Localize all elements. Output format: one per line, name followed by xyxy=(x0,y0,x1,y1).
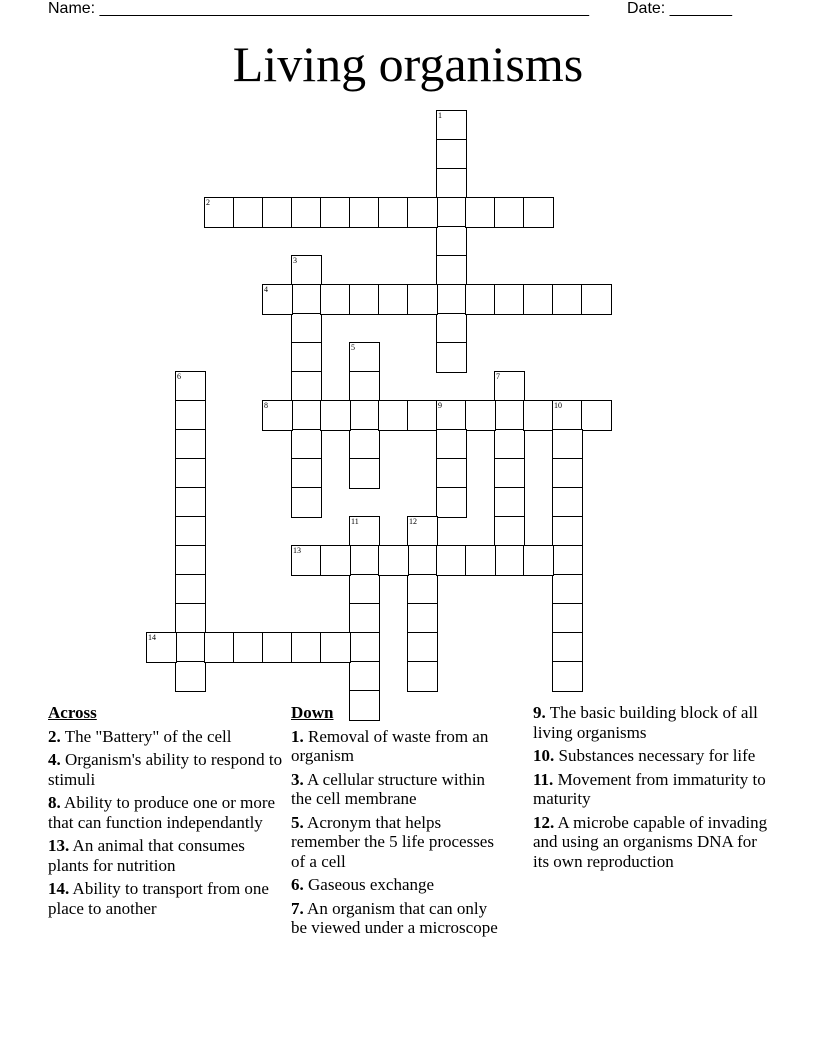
name-field[interactable]: Name: _______________________________________________________ xyxy=(48,0,589,17)
clue-text: A cellular structure within the cell membrane xyxy=(291,769,486,808)
grid-cell[interactable] xyxy=(291,197,322,228)
grid-cell[interactable] xyxy=(552,574,583,605)
grid-cell[interactable] xyxy=(407,400,438,431)
grid-cell[interactable] xyxy=(291,284,322,315)
grid-cell[interactable] xyxy=(262,197,293,228)
grid-cell[interactable] xyxy=(291,487,322,518)
grid-cell[interactable] xyxy=(436,429,467,460)
clue-text: Movement from immaturity to maturity xyxy=(533,769,766,808)
clue-text: Ability to transport from one place to another xyxy=(48,879,269,918)
grid-cell[interactable] xyxy=(291,255,322,286)
grid-cell[interactable] xyxy=(523,197,554,228)
grid-cell[interactable] xyxy=(552,632,583,663)
grid-cell[interactable] xyxy=(175,400,206,431)
clue-number-label: 1. xyxy=(291,726,304,746)
clue-number-label: 2. xyxy=(48,726,61,746)
grid-cell[interactable] xyxy=(552,284,583,315)
grid-cell[interactable] xyxy=(436,197,467,228)
grid-cell[interactable] xyxy=(146,632,177,663)
grid-cell[interactable] xyxy=(436,168,467,199)
grid-cell[interactable] xyxy=(291,313,322,344)
grid-cell[interactable] xyxy=(175,603,206,634)
clue-number: 6 xyxy=(177,372,181,381)
clue-number: 13 xyxy=(293,546,301,555)
clue-number: 5 xyxy=(351,343,355,352)
clue-text: Acronym that helps remember the 5 life processes of a cell xyxy=(291,812,494,871)
clue-item xyxy=(291,727,506,766)
grid-cell[interactable] xyxy=(494,545,525,576)
grid-cell[interactable] xyxy=(175,516,206,547)
clue-number-label: 6. xyxy=(291,875,304,894)
grid-cell[interactable] xyxy=(233,197,264,228)
clue-number-label: 14. xyxy=(48,879,70,898)
grid-cell[interactable] xyxy=(552,603,583,634)
down-heading: Down xyxy=(291,703,334,722)
grid-cell[interactable] xyxy=(291,458,322,489)
grid-cell[interactable] xyxy=(494,458,525,489)
grid-cell[interactable] xyxy=(320,197,351,228)
clue-item xyxy=(48,727,283,747)
clue-number: 8 xyxy=(264,401,268,410)
grid-cell[interactable] xyxy=(262,632,293,663)
grid-cell[interactable] xyxy=(291,632,322,663)
clue-number-label: 11. xyxy=(533,769,554,789)
down-clue-list xyxy=(291,727,506,938)
clue-text: Substances necessary for life xyxy=(554,746,756,765)
grid-cell[interactable] xyxy=(436,400,467,431)
clue-text: Removal of waste from an organism xyxy=(291,726,489,765)
grid-cell[interactable] xyxy=(465,284,496,315)
grid-cell[interactable] xyxy=(494,429,525,460)
down-clue-list-continued xyxy=(533,703,768,871)
grid-cell[interactable] xyxy=(349,371,380,402)
grid-cell[interactable] xyxy=(436,545,467,576)
clue-number-label: 13. xyxy=(48,836,70,855)
grid-cell[interactable] xyxy=(436,255,467,286)
grid-cell[interactable] xyxy=(320,545,351,576)
grid-cell[interactable] xyxy=(349,603,380,634)
clue-number: 14 xyxy=(148,633,156,642)
grid-cell[interactable] xyxy=(581,400,612,431)
clue-item xyxy=(533,746,768,766)
grid-cell[interactable] xyxy=(581,284,612,315)
grid-cell[interactable] xyxy=(320,632,351,663)
grid-cell[interactable] xyxy=(436,458,467,489)
clue-number-label: 7. xyxy=(291,898,304,918)
grid-cell[interactable] xyxy=(291,400,322,431)
clue-number-label: 5. xyxy=(291,812,304,832)
clue-number: 3 xyxy=(293,256,297,265)
grid-cell[interactable] xyxy=(552,516,583,547)
grid-cell[interactable] xyxy=(552,487,583,518)
clue-number: 10 xyxy=(554,401,562,410)
grid-cell[interactable] xyxy=(552,661,583,692)
grid-cell[interactable] xyxy=(349,574,380,605)
clue-number-label: 9. xyxy=(533,703,546,722)
grid-cell[interactable] xyxy=(494,371,525,402)
clue-number: 12 xyxy=(409,517,417,526)
clue-text: An animal that consumes plants for nutrition xyxy=(48,836,245,875)
grid-cell[interactable] xyxy=(552,400,583,431)
clue-text: A microbe capable of invading and using an organisms DNA for its own reproduction xyxy=(533,812,768,871)
grid-cell[interactable] xyxy=(175,429,206,460)
grid-cell[interactable] xyxy=(175,632,206,663)
grid-cell[interactable] xyxy=(552,458,583,489)
grid-cell[interactable] xyxy=(349,197,380,228)
grid-cell[interactable] xyxy=(175,371,206,402)
clue-number: 9 xyxy=(438,401,442,410)
clue-number-label: 8. xyxy=(48,793,61,812)
clue-text: Gaseous exchange xyxy=(303,875,435,894)
clue-item xyxy=(291,770,506,809)
grid-cell[interactable] xyxy=(175,458,206,489)
grid-cell[interactable] xyxy=(175,574,206,605)
grid-cell[interactable] xyxy=(349,545,380,576)
grid-cell[interactable] xyxy=(349,284,380,315)
grid-cell[interactable] xyxy=(407,284,438,315)
grid-cell[interactable] xyxy=(494,487,525,518)
down-clues xyxy=(291,703,506,942)
grid-cell[interactable] xyxy=(436,139,467,170)
grid-cell[interactable] xyxy=(436,284,467,315)
clue-number-label: 4. xyxy=(48,750,61,769)
clue-item xyxy=(48,879,283,918)
grid-cell[interactable] xyxy=(320,284,351,315)
clue-item xyxy=(48,793,283,832)
grid-cell[interactable] xyxy=(465,545,496,576)
grid-cell[interactable] xyxy=(407,603,438,634)
grid-cell[interactable] xyxy=(175,545,206,576)
across-clues xyxy=(48,703,283,922)
across-heading: Across xyxy=(48,703,97,722)
grid-cell[interactable] xyxy=(523,545,554,576)
grid-cell[interactable] xyxy=(262,400,293,431)
grid-cell[interactable] xyxy=(523,400,554,431)
down-clues-continued xyxy=(533,703,768,875)
grid-cell[interactable] xyxy=(291,342,322,373)
clue-text: Organism's ability to respond to stimuli xyxy=(48,750,283,789)
grid-cell[interactable] xyxy=(320,400,351,431)
grid-cell[interactable] xyxy=(552,429,583,460)
clue-text: Ability to produce one or more that can function independantly xyxy=(48,793,276,832)
date-field[interactable]: Date: _______ xyxy=(627,0,732,17)
grid-cell[interactable] xyxy=(436,226,467,257)
clue-item xyxy=(291,813,506,872)
clue-number: 4 xyxy=(264,285,268,294)
grid-cell[interactable] xyxy=(436,313,467,344)
grid-cell[interactable] xyxy=(494,197,525,228)
clue-number: 11 xyxy=(351,517,359,526)
grid-cell[interactable] xyxy=(349,429,380,460)
page-title: Living organisms xyxy=(232,36,584,92)
grid-cell[interactable] xyxy=(349,400,380,431)
clue-item xyxy=(533,813,768,872)
clue-item xyxy=(291,899,506,938)
grid-cell[interactable] xyxy=(436,342,467,373)
clue-item xyxy=(48,750,283,789)
grid-cell[interactable] xyxy=(349,632,380,663)
grid-cell[interactable] xyxy=(291,429,322,460)
grid-cell[interactable] xyxy=(552,545,583,576)
grid-cell[interactable] xyxy=(233,632,264,663)
clue-number-label: 3. xyxy=(291,769,304,789)
clue-number: 7 xyxy=(496,372,500,381)
grid-cell[interactable] xyxy=(349,516,380,547)
grid-cell[interactable] xyxy=(378,197,409,228)
clue-text: The "Battery" of the cell xyxy=(60,726,232,746)
grid-cell[interactable] xyxy=(407,516,438,547)
grid-cell[interactable] xyxy=(175,661,206,692)
grid-cell[interactable] xyxy=(349,458,380,489)
grid-cell[interactable] xyxy=(494,284,525,315)
grid-cell[interactable] xyxy=(349,661,380,692)
grid-cell[interactable] xyxy=(407,197,438,228)
clue-number-label: 12. xyxy=(533,812,555,832)
grid-cell[interactable] xyxy=(204,632,235,663)
grid-cell[interactable] xyxy=(407,574,438,605)
clue-number-label: 10. xyxy=(533,746,555,765)
clue-item xyxy=(533,703,768,742)
grid-cell[interactable] xyxy=(407,661,438,692)
grid-cell[interactable] xyxy=(407,632,438,663)
clue-text: The basic building block of all living organisms xyxy=(533,703,758,742)
grid-cell[interactable] xyxy=(378,545,409,576)
clue-item xyxy=(48,836,283,875)
grid-cell[interactable] xyxy=(436,110,467,141)
grid-cell[interactable] xyxy=(349,342,380,373)
clue-text: An organism that can only be viewed under a microscope xyxy=(291,898,498,937)
grid-cell[interactable] xyxy=(523,284,554,315)
grid-cell[interactable] xyxy=(291,545,322,576)
grid-cell[interactable] xyxy=(494,400,525,431)
grid-cell[interactable] xyxy=(291,371,322,402)
clue-item xyxy=(291,875,506,895)
grid-cell[interactable] xyxy=(262,284,293,315)
grid-cell[interactable] xyxy=(494,516,525,547)
grid-cell[interactable] xyxy=(465,197,496,228)
grid-cell[interactable] xyxy=(465,400,496,431)
grid-cell[interactable] xyxy=(378,284,409,315)
across-clue-list xyxy=(48,727,283,919)
grid-cell[interactable] xyxy=(436,487,467,518)
grid-cell[interactable] xyxy=(378,400,409,431)
clue-number: 2 xyxy=(206,198,210,207)
clue-item xyxy=(533,770,768,809)
grid-cell[interactable] xyxy=(407,545,438,576)
clue-number: 1 xyxy=(438,111,442,120)
grid-cell[interactable] xyxy=(175,487,206,518)
grid-cell[interactable] xyxy=(204,197,235,228)
